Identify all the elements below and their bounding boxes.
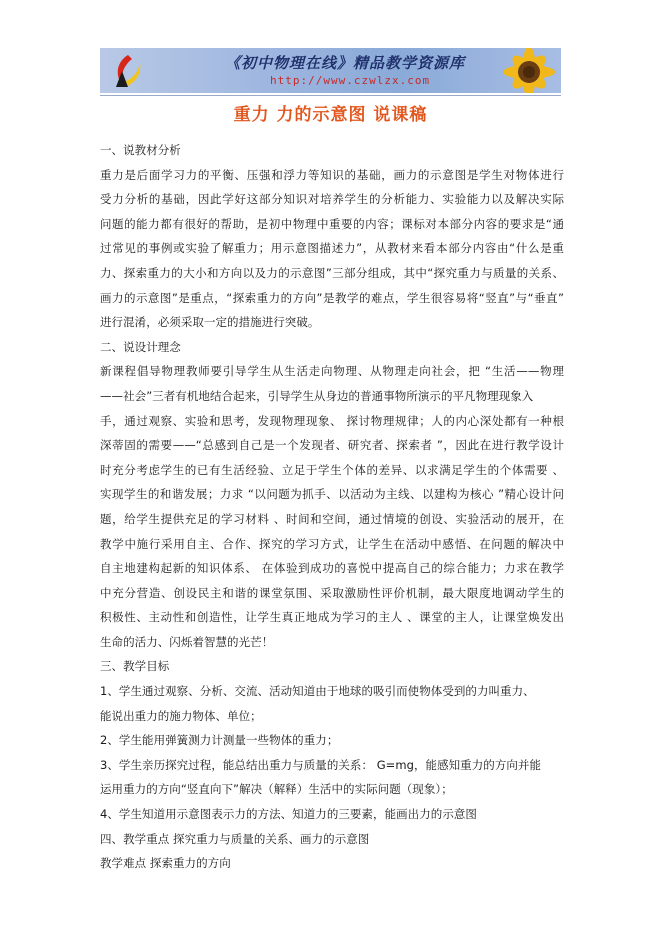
section-heading: 三、教学目标 — [100, 659, 170, 674]
paragraph-line: 进行混淆，必须采取一定的措施进行突破。 — [100, 315, 320, 330]
header-divider — [100, 95, 561, 96]
objective-line: 2、学生能用弹簧测力计测量一些物体的重力； — [100, 733, 339, 748]
section-heading: 一、说教材分析 — [100, 143, 181, 157]
paragraph-line: 题，给学生提供充足的学习材料 、时间和空间，通过情境的创设、实验活动的展开，在 — [100, 511, 564, 526]
objective-line: 运用重力的方向“竖直向下”解决（解释）生活中的实际问题（现象）； — [100, 782, 453, 797]
paragraph-line: 新课程倡导物理教师要引导学生从生活走向物理、从物理走向社会，把 “生活——物理 — [100, 364, 564, 379]
paragraph-line: 过常见的事例或实验了解重力；用示意图描述力”，从教材来看本部分内容由“什么是重 — [100, 241, 564, 256]
paragraph-line: 力、探索重力的大小和方向以及力的示意图”三部分组成，其中“探究重力与质量的关系、 — [100, 265, 564, 280]
site-title: 《初中物理在线》精品教学资源库 — [225, 54, 466, 72]
document-title: 重力 力的示意图 说课稿 — [233, 105, 428, 125]
objective-line: 1、学生通过观察、分析、交流、活动知道由于地球的吸引而使物体受到的力叫重力、 — [100, 684, 535, 699]
paragraph-line: 手，通过观察、实验和思考，发现物理现象、 探讨物理规律；人的内心深处都有一种根 — [100, 413, 564, 428]
paragraph-line: 生命的活力、闪烁着智慧的光芒！ — [100, 634, 274, 649]
document-body — [100, 138, 564, 876]
section-heading: 二、说设计理念 — [100, 339, 181, 354]
sunflower-image — [489, 48, 559, 93]
objective-line: 3、学生亲历探究过程，能总结出重力与质量的关系： G=mg，能感知重力的方向并能 — [100, 757, 542, 772]
objective-line: 能说出重力的施力物体、单位； — [100, 708, 262, 723]
paragraph-line: 画力的示意图”是重点，“探索重力的方向”是教学的难点，学生很容易将“竖直”与“垂直” — [100, 290, 564, 305]
paragraph-line: 中充分营造、创设民主和谐的课堂氛围、采取激励性评价机制，最大限度地调动学生的 — [100, 585, 564, 600]
paragraph-line: 自主地建构起新的知识体系、 在体验到成功的喜悦中提高自己的综合能力；力求在教学 — [100, 561, 564, 576]
objective-line: 4、学生知道用示意图表示力的方法、知道力的三要素，能画出力的示意图 — [100, 807, 477, 822]
paragraph-line: 受力分析的基础，因此学好这部分知识对培养学生的分析能力、实验能力以及解决实际 — [100, 192, 564, 207]
paragraph-line: 实现学生的和谐发展；力求 “以问题为抓手、以活动为主线、以建构为核心 ”精心设计问 — [100, 487, 564, 502]
paragraph-line: 重力是后面学习力的平衡、压强和浮力等知识的基础，画力的示意图是学生对物体进行 — [100, 167, 564, 182]
paragraph-line: 深蒂固的需要——“总感到自己是一个发现者、研究者、探索者 ”，因此在进行教学设计 — [100, 438, 564, 453]
paragraph-line: 问题的能力都有很好的帮助，是初中物理中重要的内容；课标对本部分内容的要求是“通 — [100, 216, 564, 231]
paragraph-line: 时充分考虑学生的已有生活经验、立足于学生个体的差异、以求满足学生的个体需要 、 — [100, 462, 564, 477]
site-logo-icon — [108, 51, 148, 91]
difficulty-line: 教学难点 探索重力的方向 — [100, 856, 231, 871]
paragraph-line: ——社会”三者有机地结合起来，引导学生从身边的普通事物所演示的平凡物理现象入 — [100, 388, 534, 403]
section-heading: 四、教学重点 探究重力与质量的关系、画力的示意图 — [100, 831, 370, 846]
site-banner — [100, 48, 561, 93]
site-url[interactable]: http://www.czwlzx.com — [270, 74, 431, 87]
paragraph-line: 积极性、主动性和创造性，让学生真正地成为学习的主人 、课堂的主人，让课堂焕发出 — [100, 610, 564, 625]
paragraph-line: 教学中施行采用自主、合作、探究的学习方式，让学生在活动中感悟、在问题的解决中 — [100, 536, 564, 551]
